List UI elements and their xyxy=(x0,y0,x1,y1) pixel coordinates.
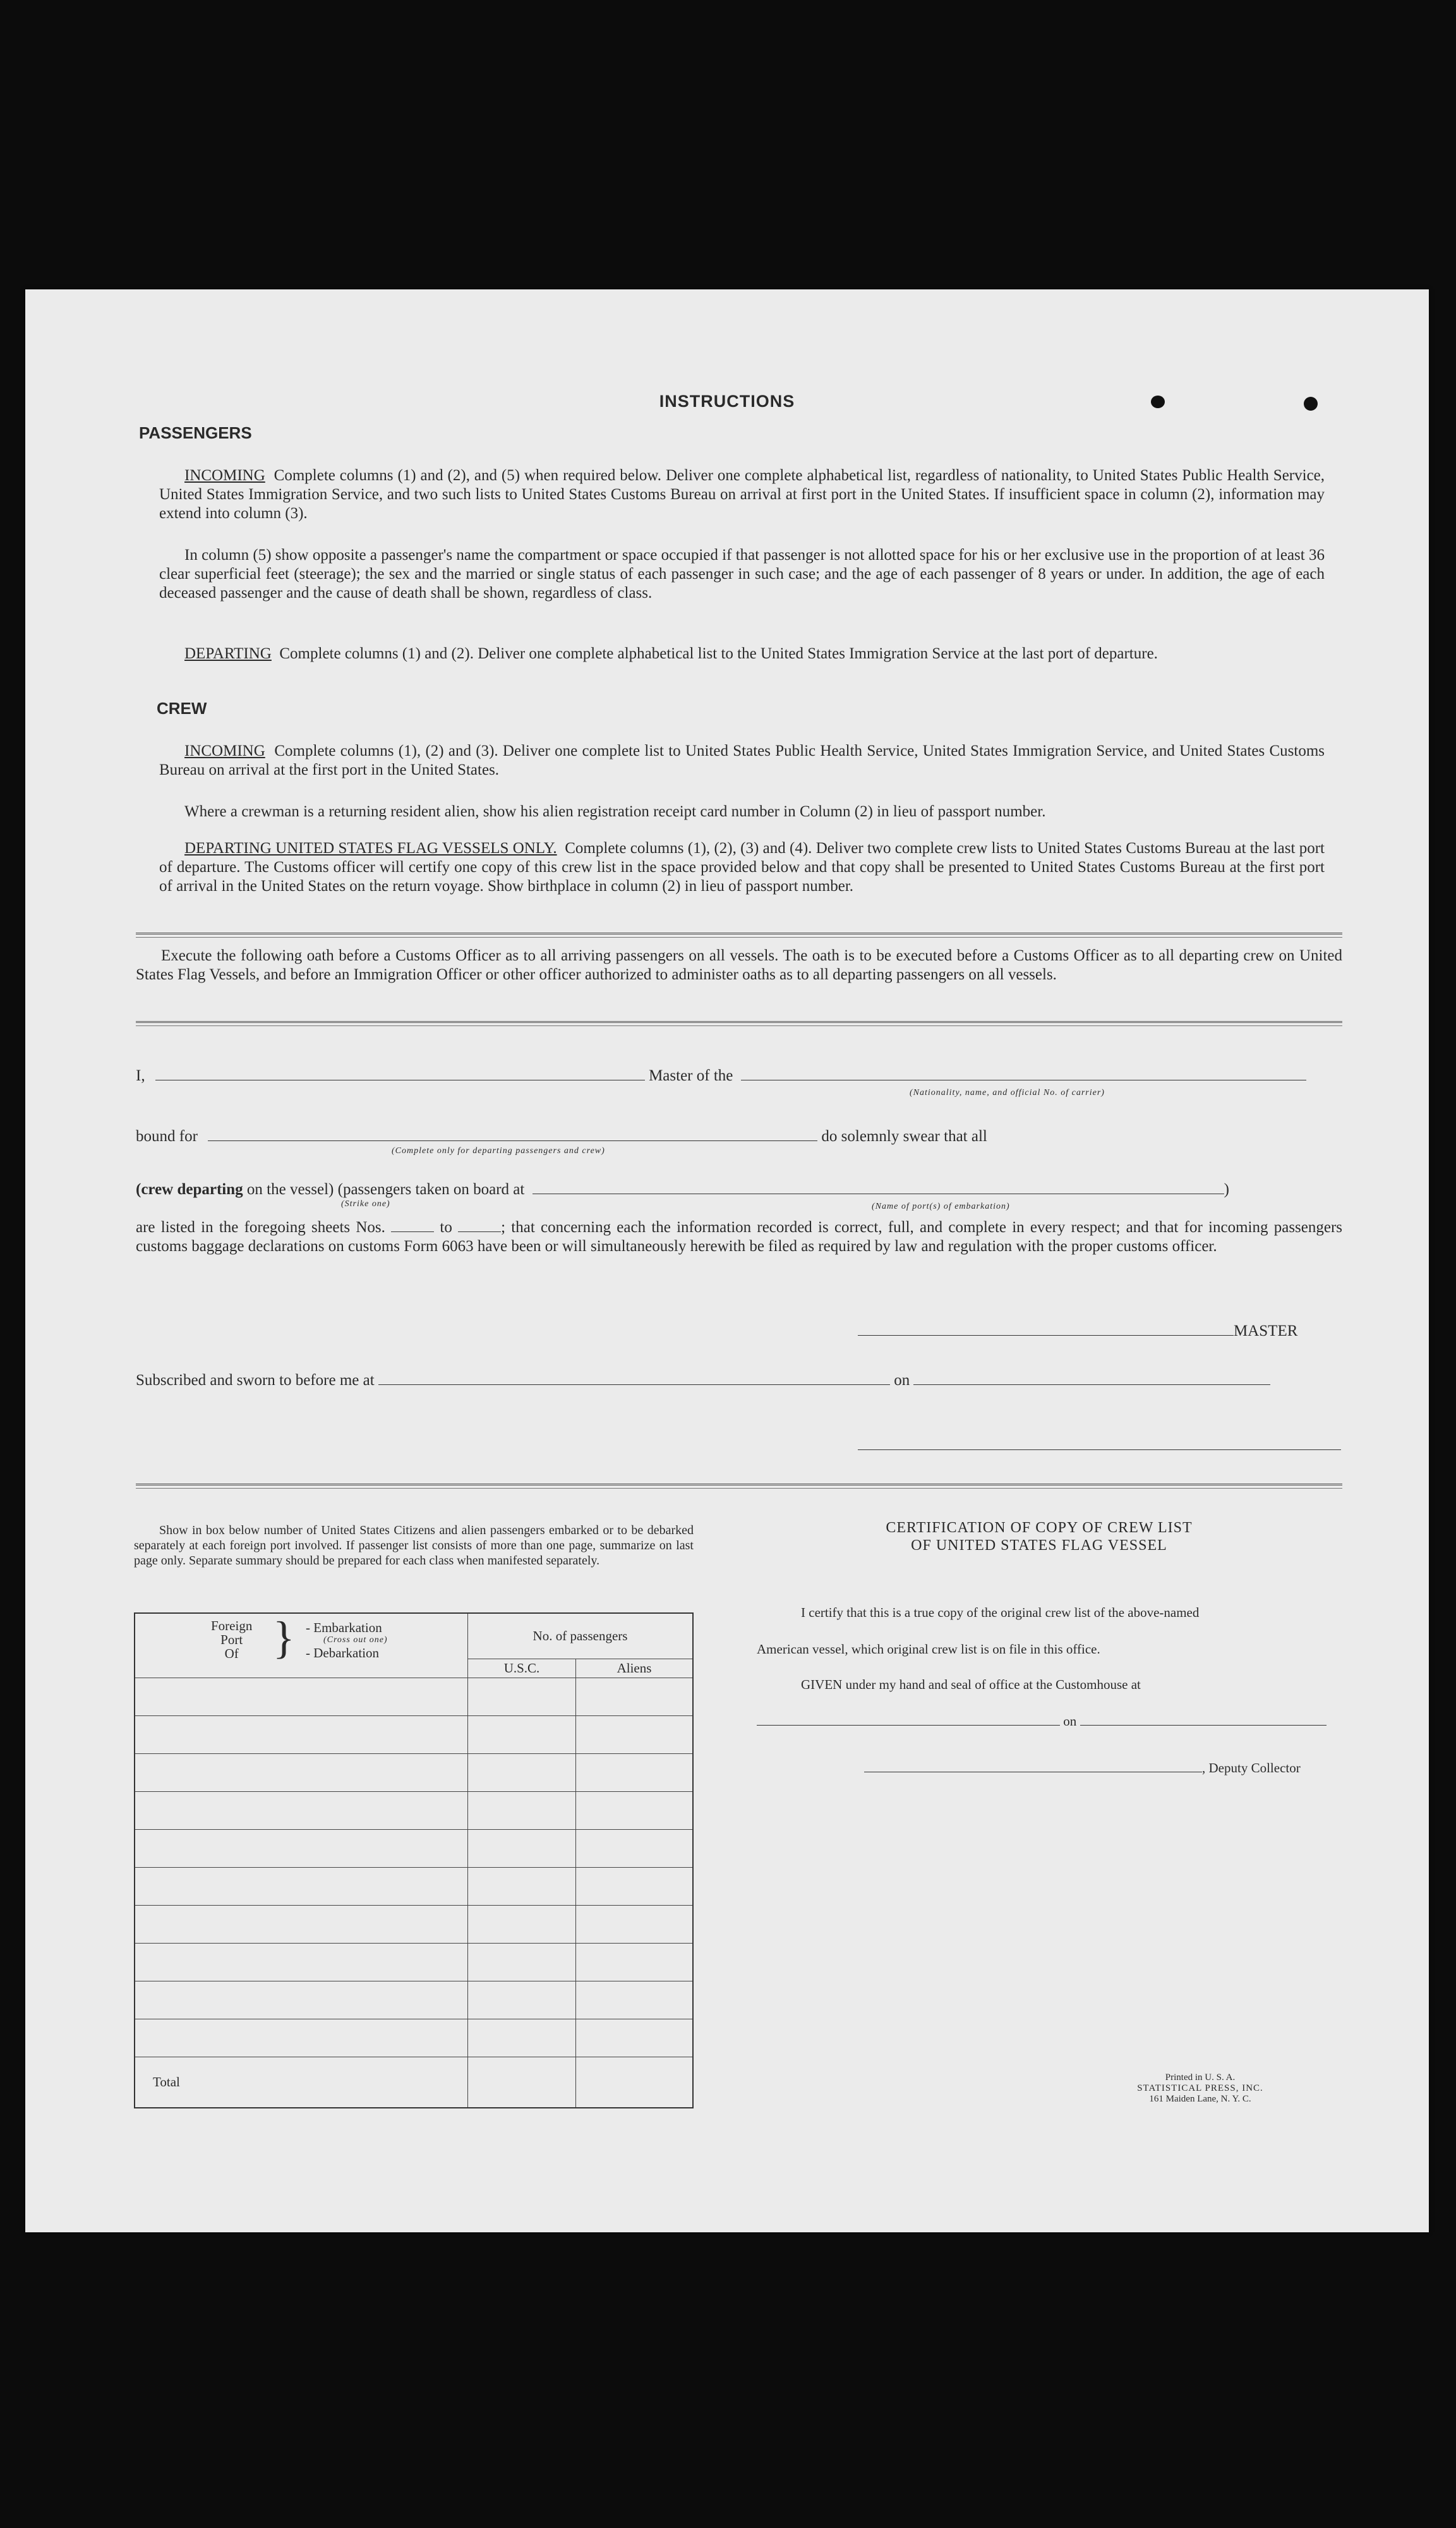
table-row xyxy=(135,1905,693,1943)
incoming-text: Complete columns (1) and (2), and (5) when required below. Deliver one complete alphabetical list, regardless of nationality, to United States Public Health Service, United States Immigration Service, and two such lists to United States Customs Bureau on arrival at first port in the United States. If insufficient space in column (2), information may extend into column (3). xyxy=(159,467,1325,522)
crew-departing-text: Complete columns (1), (2), (3) and (4). Deliver two complete crew lists to United States Customs Bureau at the last port of departure. The Customs officer will certify one copy of this crew list in the space provided below and that copy shall be presented to United States Customs Bureau at the first port of arrival in the United States on the return voyage. Show birthplace in column (2) in lieu of passport number. xyxy=(159,840,1325,895)
port-cell[interactable] xyxy=(135,1867,468,1905)
aliens-cell[interactable] xyxy=(576,1753,694,1791)
cert-title-2: OF UNITED STATES FLAG VESSEL xyxy=(911,1537,1167,1554)
sheet-to-field[interactable] xyxy=(458,1231,501,1232)
ports-caption: (Name of port(s) of embarkation) xyxy=(872,1202,1010,1211)
listed-a: are listed in the foregoing sheets Nos. xyxy=(136,1219,385,1236)
table-row xyxy=(135,1678,693,1715)
port-cell[interactable] xyxy=(135,1829,468,1867)
master-label: MASTER xyxy=(1234,1322,1298,1340)
usc-cell[interactable] xyxy=(468,1943,576,1981)
table-row xyxy=(135,1753,693,1791)
crew-heading: CREW xyxy=(157,699,207,718)
port-header-cell: Foreign Port Of } - Embarkation (Cross out one) - Debarkation xyxy=(135,1613,468,1678)
oath-i: I, xyxy=(136,1067,145,1084)
usc-cell[interactable] xyxy=(468,2019,576,2057)
usc-header: U.S.C. xyxy=(468,1659,576,1678)
sheet-from-field[interactable] xyxy=(391,1231,434,1232)
bound-for-field[interactable] xyxy=(208,1140,817,1141)
aliens-total-cell[interactable] xyxy=(576,2057,694,2108)
port-label: Port xyxy=(220,1632,243,1647)
cert-title-1: CERTIFICATION OF COPY OF CREW LIST xyxy=(886,1520,1193,1536)
printer-line-3: 161 Maiden Lane, N. Y. C. xyxy=(1149,2094,1251,2104)
sworn-place-field[interactable] xyxy=(378,1384,890,1385)
master-of-the: Master of the xyxy=(649,1067,733,1084)
aliens-cell[interactable] xyxy=(576,1943,694,1981)
subscribed-line xyxy=(136,1371,1342,1390)
passengers-column5 xyxy=(159,546,1325,603)
cert-on: on xyxy=(1063,1714,1077,1729)
usc-total-cell[interactable] xyxy=(468,2057,576,2108)
usc-cell[interactable] xyxy=(468,1753,576,1791)
crew-incoming xyxy=(159,742,1325,780)
carrier-caption: (Nationality, name, and official No. of carrier) xyxy=(910,1088,1105,1098)
port-cell[interactable] xyxy=(135,1791,468,1829)
of-label: Of xyxy=(224,1646,239,1661)
passengers-departing xyxy=(159,644,1325,663)
incoming-label: INCOMING xyxy=(184,467,265,484)
sworn-on: on xyxy=(894,1372,910,1389)
crew-alien xyxy=(159,802,1325,821)
usc-cell[interactable] xyxy=(468,1905,576,1943)
aliens-cell[interactable] xyxy=(576,1715,694,1753)
usc-cell[interactable] xyxy=(468,1678,576,1715)
aliens-cell[interactable] xyxy=(576,1678,694,1715)
oath-intro: Execute the following oath before a Customs Officer as to all arriving passengers on all vessels. The oath is to be executed before a Customs Officer as to all departing crew on United States Flag Vessels, and before an Immigration Officer or other officer authorized to administer oaths as to all departing passengers on all vessels. xyxy=(136,947,1342,983)
column5-text: In column (5) show opposite a passenger's name the compartment or space occupied if that passenger is not allotted space for his or her exclusive use in the proportion of at least 36 clear superficial feet (steerage); the sex and the married or single status of each passenger in such case; and the age of each passenger of 8 years or under. In addition, the age of each deceased passenger and the cause of death shall be shown, regardless of class. xyxy=(159,547,1325,602)
table-row xyxy=(135,1791,693,1829)
cert-line-1: I certify that this is a true copy of the original crew list of the above-named xyxy=(801,1605,1200,1620)
foreign-label: Foreign xyxy=(211,1618,253,1633)
usc-cell[interactable] xyxy=(468,1829,576,1867)
departing-text: Complete columns (1) and (2). Deliver one complete alphabetical list to the United States Immigration Service at the last port of departure. xyxy=(279,645,1158,662)
table-row xyxy=(135,1829,693,1867)
aliens-cell[interactable] xyxy=(576,1905,694,1943)
deputy-collector-line xyxy=(864,1760,1301,1776)
officer-signature-field[interactable] xyxy=(858,1449,1341,1450)
port-cell[interactable] xyxy=(135,1715,468,1753)
printer-line-1: Printed in U. S. A. xyxy=(1165,2072,1236,2083)
cert-line-2: American vessel, which original crew list is on file in this office. xyxy=(757,1642,1100,1657)
no-of-passengers-header: No. of passengers xyxy=(468,1613,694,1659)
debarkation-label: - Debarkation xyxy=(306,1645,380,1660)
cert-date-field[interactable] xyxy=(1080,1725,1327,1726)
cert-given: GIVEN under my hand and seal of office at the Customhouse at xyxy=(801,1677,1141,1692)
aliens-cell[interactable] xyxy=(576,1867,694,1905)
aliens-cell[interactable] xyxy=(576,1791,694,1829)
on-vessel: on the vessel) (passengers taken on board at xyxy=(246,1181,525,1198)
aliens-cell[interactable] xyxy=(576,1981,694,2019)
listed-b: ; that concerning each the information recorded is correct, full, and complete in every respect; and that for incoming passengers customs baggage declarations on customs Form 6063 have been or will simultaneously herewith be filed as required by law and regulation with the proper customs officer. xyxy=(136,1219,1343,1255)
bound-for: bound for xyxy=(136,1128,198,1145)
departing-label: DEPARTING xyxy=(184,645,272,662)
total-row xyxy=(135,2057,693,2108)
embarkation-label: - Embarkation xyxy=(306,1620,382,1635)
oath-line-master xyxy=(136,1067,1342,1086)
crew-departing-label: DEPARTING UNITED STATES FLAG VESSELS ONLY. xyxy=(184,840,557,857)
oath-line-bound xyxy=(136,1127,1342,1146)
passenger-summary-table xyxy=(134,1612,694,2108)
page-title: INSTRUCTIONS xyxy=(659,392,795,411)
divider xyxy=(136,933,1342,938)
ink-blot xyxy=(1151,396,1165,408)
bound-caption: (Complete only for departing passengers and crew) xyxy=(392,1146,605,1156)
table-row xyxy=(135,2019,693,2057)
aliens-cell[interactable] xyxy=(576,1829,694,1867)
usc-cell[interactable] xyxy=(468,1867,576,1905)
total-label: Total xyxy=(135,2057,468,2108)
crew-departing xyxy=(159,839,1325,896)
ink-blot xyxy=(1304,397,1318,411)
crew-departing-strike: (crew departing xyxy=(136,1181,243,1198)
swear: do solemnly swear that all xyxy=(821,1128,987,1145)
divider xyxy=(136,1484,1342,1489)
port-cell[interactable] xyxy=(135,1753,468,1791)
master-signature-field[interactable] xyxy=(858,1335,1234,1336)
port-cell[interactable] xyxy=(135,1678,468,1715)
aliens-cell[interactable] xyxy=(576,2019,694,2057)
oath-listed xyxy=(136,1218,1342,1256)
deputy-collector: , Deputy Collector xyxy=(1202,1760,1301,1775)
oath-line-crew xyxy=(136,1180,1342,1199)
summary-note: Show in box below number of United States Citizens and alien passengers embarked or to be debarked separately at each foreign port involved. If passenger list consists of more than one page, summarize on last page only. Separate summary should be prepared for each class when manifested separately. xyxy=(134,1523,694,1568)
table-row xyxy=(135,1981,693,2019)
cert-place-date-line xyxy=(757,1714,1327,1729)
usc-cell[interactable] xyxy=(468,1981,576,2019)
port-cell[interactable] xyxy=(135,1943,468,1981)
subscribed: Subscribed and sworn to before me at xyxy=(136,1372,375,1389)
crew-incoming-text: Complete columns (1), (2) and (3). Deliver one complete list to United States Public Health Service, United States Immigration Service, and United States Customs Bureau on arrival at the first port in the United States. xyxy=(159,742,1325,778)
crew-incoming-label: INCOMING xyxy=(184,742,265,759)
strike-one-caption: (Strike one) xyxy=(341,1199,390,1209)
master-signature xyxy=(858,1322,1297,1341)
port-cell[interactable] xyxy=(135,2019,468,2057)
passengers-heading: PASSENGERS xyxy=(139,423,252,442)
table-row xyxy=(135,1943,693,1981)
passengers-incoming xyxy=(159,466,1325,523)
printer-line-2: STATISTICAL PRESS, INC. xyxy=(1137,2083,1263,2093)
printer-imprint xyxy=(1105,2072,1295,2105)
customhouse-field[interactable] xyxy=(757,1725,1060,1726)
cross-out-label: (Cross out one) xyxy=(323,1635,388,1645)
certification-title xyxy=(780,1519,1298,1554)
port-cell[interactable] xyxy=(135,1905,468,1943)
close-paren: ) xyxy=(1224,1181,1229,1198)
listed-to: to xyxy=(440,1219,452,1236)
table-row xyxy=(135,1867,693,1905)
sworn-date-field[interactable] xyxy=(913,1384,1270,1385)
port-cell[interactable] xyxy=(135,1981,468,2019)
usc-cell[interactable] xyxy=(468,1791,576,1829)
crew-alien-text: Where a crewman is a returning resident alien, show his alien registration receipt card number in Column (2) in lieu of passport number. xyxy=(184,803,1046,820)
usc-cell[interactable] xyxy=(468,1715,576,1753)
aliens-header: Aliens xyxy=(576,1659,694,1678)
divider xyxy=(136,1021,1342,1026)
table-row xyxy=(135,1715,693,1753)
form-page xyxy=(25,289,1429,2232)
